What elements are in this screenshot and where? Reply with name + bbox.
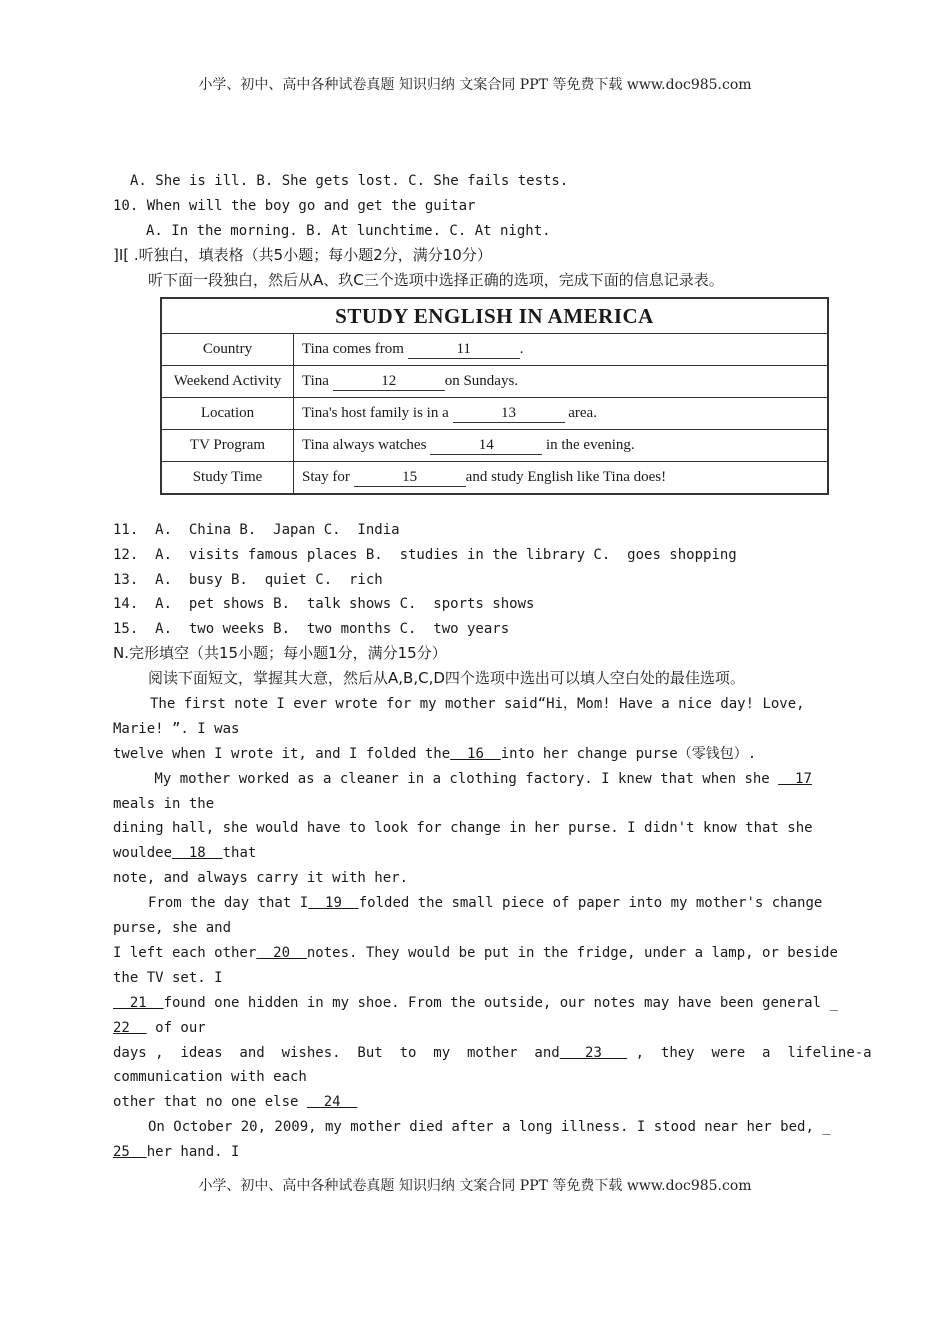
passage-line: On October 20, 2009, my mother died after a long illness. I stood near her bed, _ bbox=[148, 1119, 831, 1135]
answer-12: 12. A. visits famous places B. studies in the library C. goes shopping bbox=[113, 547, 737, 563]
q10-question: 10. When will the boy go and get the guitar bbox=[113, 198, 476, 214]
answer-11: 11. A. China B. Japan C. India bbox=[113, 522, 400, 538]
blank-14[interactable]: 14 bbox=[430, 437, 542, 455]
blank-25[interactable]: 25 bbox=[113, 1144, 147, 1160]
passage-line: From the day that I 19 folded the small piece of paper into my mother's change bbox=[148, 895, 823, 911]
section3-instruction: 听下面一段独白，然后从A、玖C三个选项中选择正确的选项，完成下面的信息记录表。 bbox=[148, 271, 724, 289]
row-content: Tina's host family is in a 13 area. bbox=[294, 398, 829, 430]
answer-13: 13. A. busy B. quiet C. rich bbox=[113, 572, 383, 588]
blank-17[interactable]: 17 bbox=[778, 771, 812, 787]
row-content: Tina 12 on Sundays. bbox=[294, 366, 829, 398]
answer-14: 14. A. pet shows B. talk shows C. sports shows bbox=[113, 596, 535, 612]
passage-line: My mother worked as a cleaner in a clothing factory. I knew that when she 17 bbox=[146, 771, 812, 787]
blank-13[interactable]: 13 bbox=[453, 405, 565, 423]
row-label: Weekend Activity bbox=[161, 366, 294, 398]
passage-line: purse, she and bbox=[113, 920, 232, 936]
passage-line: days , ideas and wishes. But to my mother and 23 , they were a lifeline-a bbox=[113, 1045, 872, 1061]
passage-line: meals in the bbox=[113, 796, 215, 812]
row-label: Country bbox=[161, 334, 294, 366]
page-header: 小学、初中、高中各种试卷真题 知识归纳 文案合同 PPT 等免费下载 www.doc985.com bbox=[198, 77, 752, 93]
blank-16[interactable]: 16 bbox=[450, 746, 501, 762]
blank-11[interactable]: 11 bbox=[408, 341, 520, 359]
blank-20[interactable]: 20 bbox=[256, 945, 307, 961]
section4-title: N.完形填空（共15小题；每小题1分，满分15分） bbox=[113, 644, 447, 662]
section3-title: ]I[ .听独白，填表格（共5小题；每小题2分，满分10分） bbox=[113, 246, 492, 264]
q9-options: A. She is ill. B. She gets lost. C. She fails tests. bbox=[130, 173, 569, 189]
table-row bbox=[161, 462, 828, 495]
passage-line: Marie! ”. I was bbox=[113, 721, 240, 737]
table-row bbox=[161, 334, 828, 366]
passage-line: the TV set. I bbox=[113, 970, 223, 986]
row-label: TV Program bbox=[161, 430, 294, 462]
blank-12[interactable]: 12 bbox=[333, 373, 445, 391]
info-table bbox=[160, 297, 829, 495]
blank-23[interactable]: 23 bbox=[559, 1045, 628, 1061]
row-content: Tina always watches 14 in the evening. bbox=[294, 430, 829, 462]
row-content: Stay for 15 and study English like Tina does! bbox=[294, 462, 829, 495]
blank-19[interactable]: 19 bbox=[308, 895, 359, 911]
row-label: Location bbox=[161, 398, 294, 430]
blank-15[interactable]: 15 bbox=[354, 469, 466, 487]
passage-line: wouldee 18 that bbox=[113, 845, 257, 861]
passage-line: note, and always carry it with her. bbox=[113, 870, 409, 886]
table-row bbox=[161, 398, 828, 430]
row-content: Tina comes from 11 . bbox=[294, 334, 829, 366]
blank-18[interactable]: 18 bbox=[172, 845, 223, 861]
section4-instruction: 阅读下面短文，掌握其大意，然后从A,B,C,D四个选项中选出可以填人空白处的最佳选项。 bbox=[148, 669, 745, 687]
passage-line: 22 of our bbox=[113, 1020, 206, 1036]
answer-15: 15. A. two weeks B. two months C. two years bbox=[113, 621, 510, 637]
table-row bbox=[161, 430, 828, 462]
passage-line: communication with each bbox=[113, 1069, 307, 1085]
row-label: Study Time bbox=[161, 462, 294, 495]
passage-line: twelve when I wrote it, and I folded the 16 into her change purse（零钱包）. bbox=[113, 746, 757, 762]
passage-line: I left each other 20 notes. They would be put in the fridge, under a lamp, or beside bbox=[113, 945, 838, 961]
table-row bbox=[161, 366, 828, 398]
passage-line: 25 her hand. I bbox=[113, 1144, 240, 1160]
page-footer: 小学、初中、高中各种试卷真题 知识归纳 文案合同 PPT 等免费下载 www.doc985.com bbox=[198, 1178, 752, 1194]
passage-line: The first note I ever wrote for my mother said“Hi，Mom! Have a nice day! Love, bbox=[150, 696, 805, 712]
blank-22[interactable]: 22 bbox=[113, 1020, 147, 1036]
passage-line: other that no one else 24 bbox=[113, 1094, 358, 1110]
blank-21[interactable]: 21 bbox=[113, 995, 164, 1011]
blank-24[interactable]: 24 bbox=[306, 1094, 358, 1110]
passage-line: dining hall, she would have to look for change in her purse. I didn't know that she bbox=[113, 820, 813, 836]
table-title: STUDY ENGLISH IN AMERICA bbox=[161, 298, 828, 334]
passage-line: 21 found one hidden in my shoe. From the outside, our notes may have been general _ bbox=[113, 995, 838, 1011]
q10-options: A. In the morning. B. At lunchtime. C. At night. bbox=[146, 223, 551, 239]
